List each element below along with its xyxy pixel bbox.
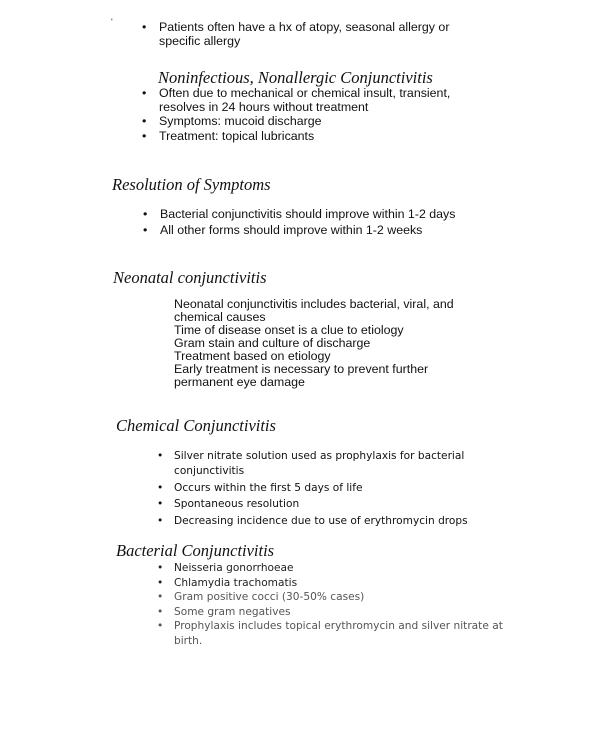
section-heading-neonatal: Neonatal conjunctivitis: [113, 268, 267, 287]
resolution-list: [143, 206, 583, 238]
bullet-icon: •: [157, 481, 164, 494]
list-item-line: specific allergy: [159, 33, 241, 48]
bacterial-list: [157, 561, 577, 649]
list-item-line: resolves in 24 hours without treatment: [159, 99, 369, 114]
list-item: [143, 206, 583, 222]
bullet-icon: •: [142, 128, 147, 143]
list-item-line: Neisseria gonorrhoeae: [174, 562, 294, 574]
list-item-line: Some gram negatives: [174, 605, 291, 618]
list-item-line: Decreasing incidence due to use of erythromycin drops: [174, 514, 468, 527]
list-item-line: Patients often have a hx of atopy, seasonal allergy or: [159, 20, 450, 34]
bullet-icon: •: [143, 223, 148, 237]
list-item-line: All other forms should improve within 1-2 weeks: [160, 223, 423, 237]
list-item: [142, 115, 582, 129]
bullet-icon: •: [157, 498, 164, 511]
list-item-line: Silver nitrate solution used as prophylaxis for bacterial: [174, 450, 465, 462]
list-item: [157, 619, 577, 648]
bullet-icon: •: [157, 620, 164, 633]
list-item-line: Spontaneous resolution: [174, 498, 300, 511]
list-item: [143, 222, 583, 238]
list-item: [157, 576, 577, 591]
chemical-list: [157, 449, 577, 531]
list-item-line: Occurs within the first 5 days of life: [174, 481, 363, 494]
text-line: Time of disease onset is a clue to etiology: [174, 323, 404, 337]
list-item-line: Prophylaxis includes topical erythromycin and silver nitrate at: [174, 620, 503, 633]
bullet-icon: •: [142, 86, 147, 100]
list-item-line: Often due to mechanical or chemical insult, transient,: [159, 86, 451, 100]
list-item-line: Gram positive cocci (30-50% cases): [174, 591, 365, 604]
text-line: chemical causes: [174, 310, 266, 324]
list-item: [157, 449, 577, 479]
list-item-line: Bacterial conjunctivitis should improve within 1-2 days: [160, 207, 456, 221]
bullet-icon: •: [157, 576, 164, 589]
list-item-line: birth.: [174, 634, 203, 647]
list-item: [157, 497, 577, 512]
list-item: [142, 130, 582, 144]
bullet-icon: •: [142, 20, 147, 34]
section-heading-noninfectious: Noninfectious, Nonallergic Conjunctivitis: [158, 68, 433, 87]
list-item-line: Symptoms: mucoid discharge: [159, 114, 322, 128]
list-item: [142, 87, 582, 114]
list-item: [157, 481, 577, 496]
text-line: Treatment based on etiology: [174, 349, 331, 363]
bullet-icon: •: [142, 114, 147, 128]
neonatal-text-block: [174, 298, 574, 389]
list-item: [157, 590, 577, 605]
text-line: permanent eye damage: [174, 375, 305, 389]
section-heading-chemical: Chemical Conjunctivitis: [116, 416, 276, 435]
bullet-icon: •: [157, 450, 164, 462]
list-item-line: Chlamydia trachomatis: [174, 576, 298, 589]
noninfectious-list: [142, 87, 582, 143]
atopy-list: [142, 21, 582, 48]
bullet-icon: •: [157, 514, 164, 527]
bullet-icon: •: [157, 605, 164, 618]
text-line: Early treatment is necessary to prevent further: [174, 362, 429, 376]
section-heading-bacterial: Bacterial Conjunctivitis: [116, 541, 275, 560]
bullet-icon: •: [157, 591, 164, 604]
list-item: [157, 561, 577, 576]
list-item: [142, 21, 582, 48]
list-item-line: Treatment: topical lubricants: [159, 128, 315, 143]
text-line: Gram stain and culture of discharge: [174, 336, 371, 350]
bullet-icon: •: [157, 562, 164, 574]
bullet-icon: •: [143, 207, 148, 221]
text-line: Neonatal conjunctivitis includes bacterial, viral, and: [174, 297, 454, 311]
corner-mark: ': [111, 17, 113, 27]
list-item-line: conjunctivitis: [174, 465, 245, 478]
list-item: [157, 605, 577, 620]
list-item: [157, 514, 577, 529]
section-heading-resolution: Resolution of Symptoms: [112, 175, 271, 194]
